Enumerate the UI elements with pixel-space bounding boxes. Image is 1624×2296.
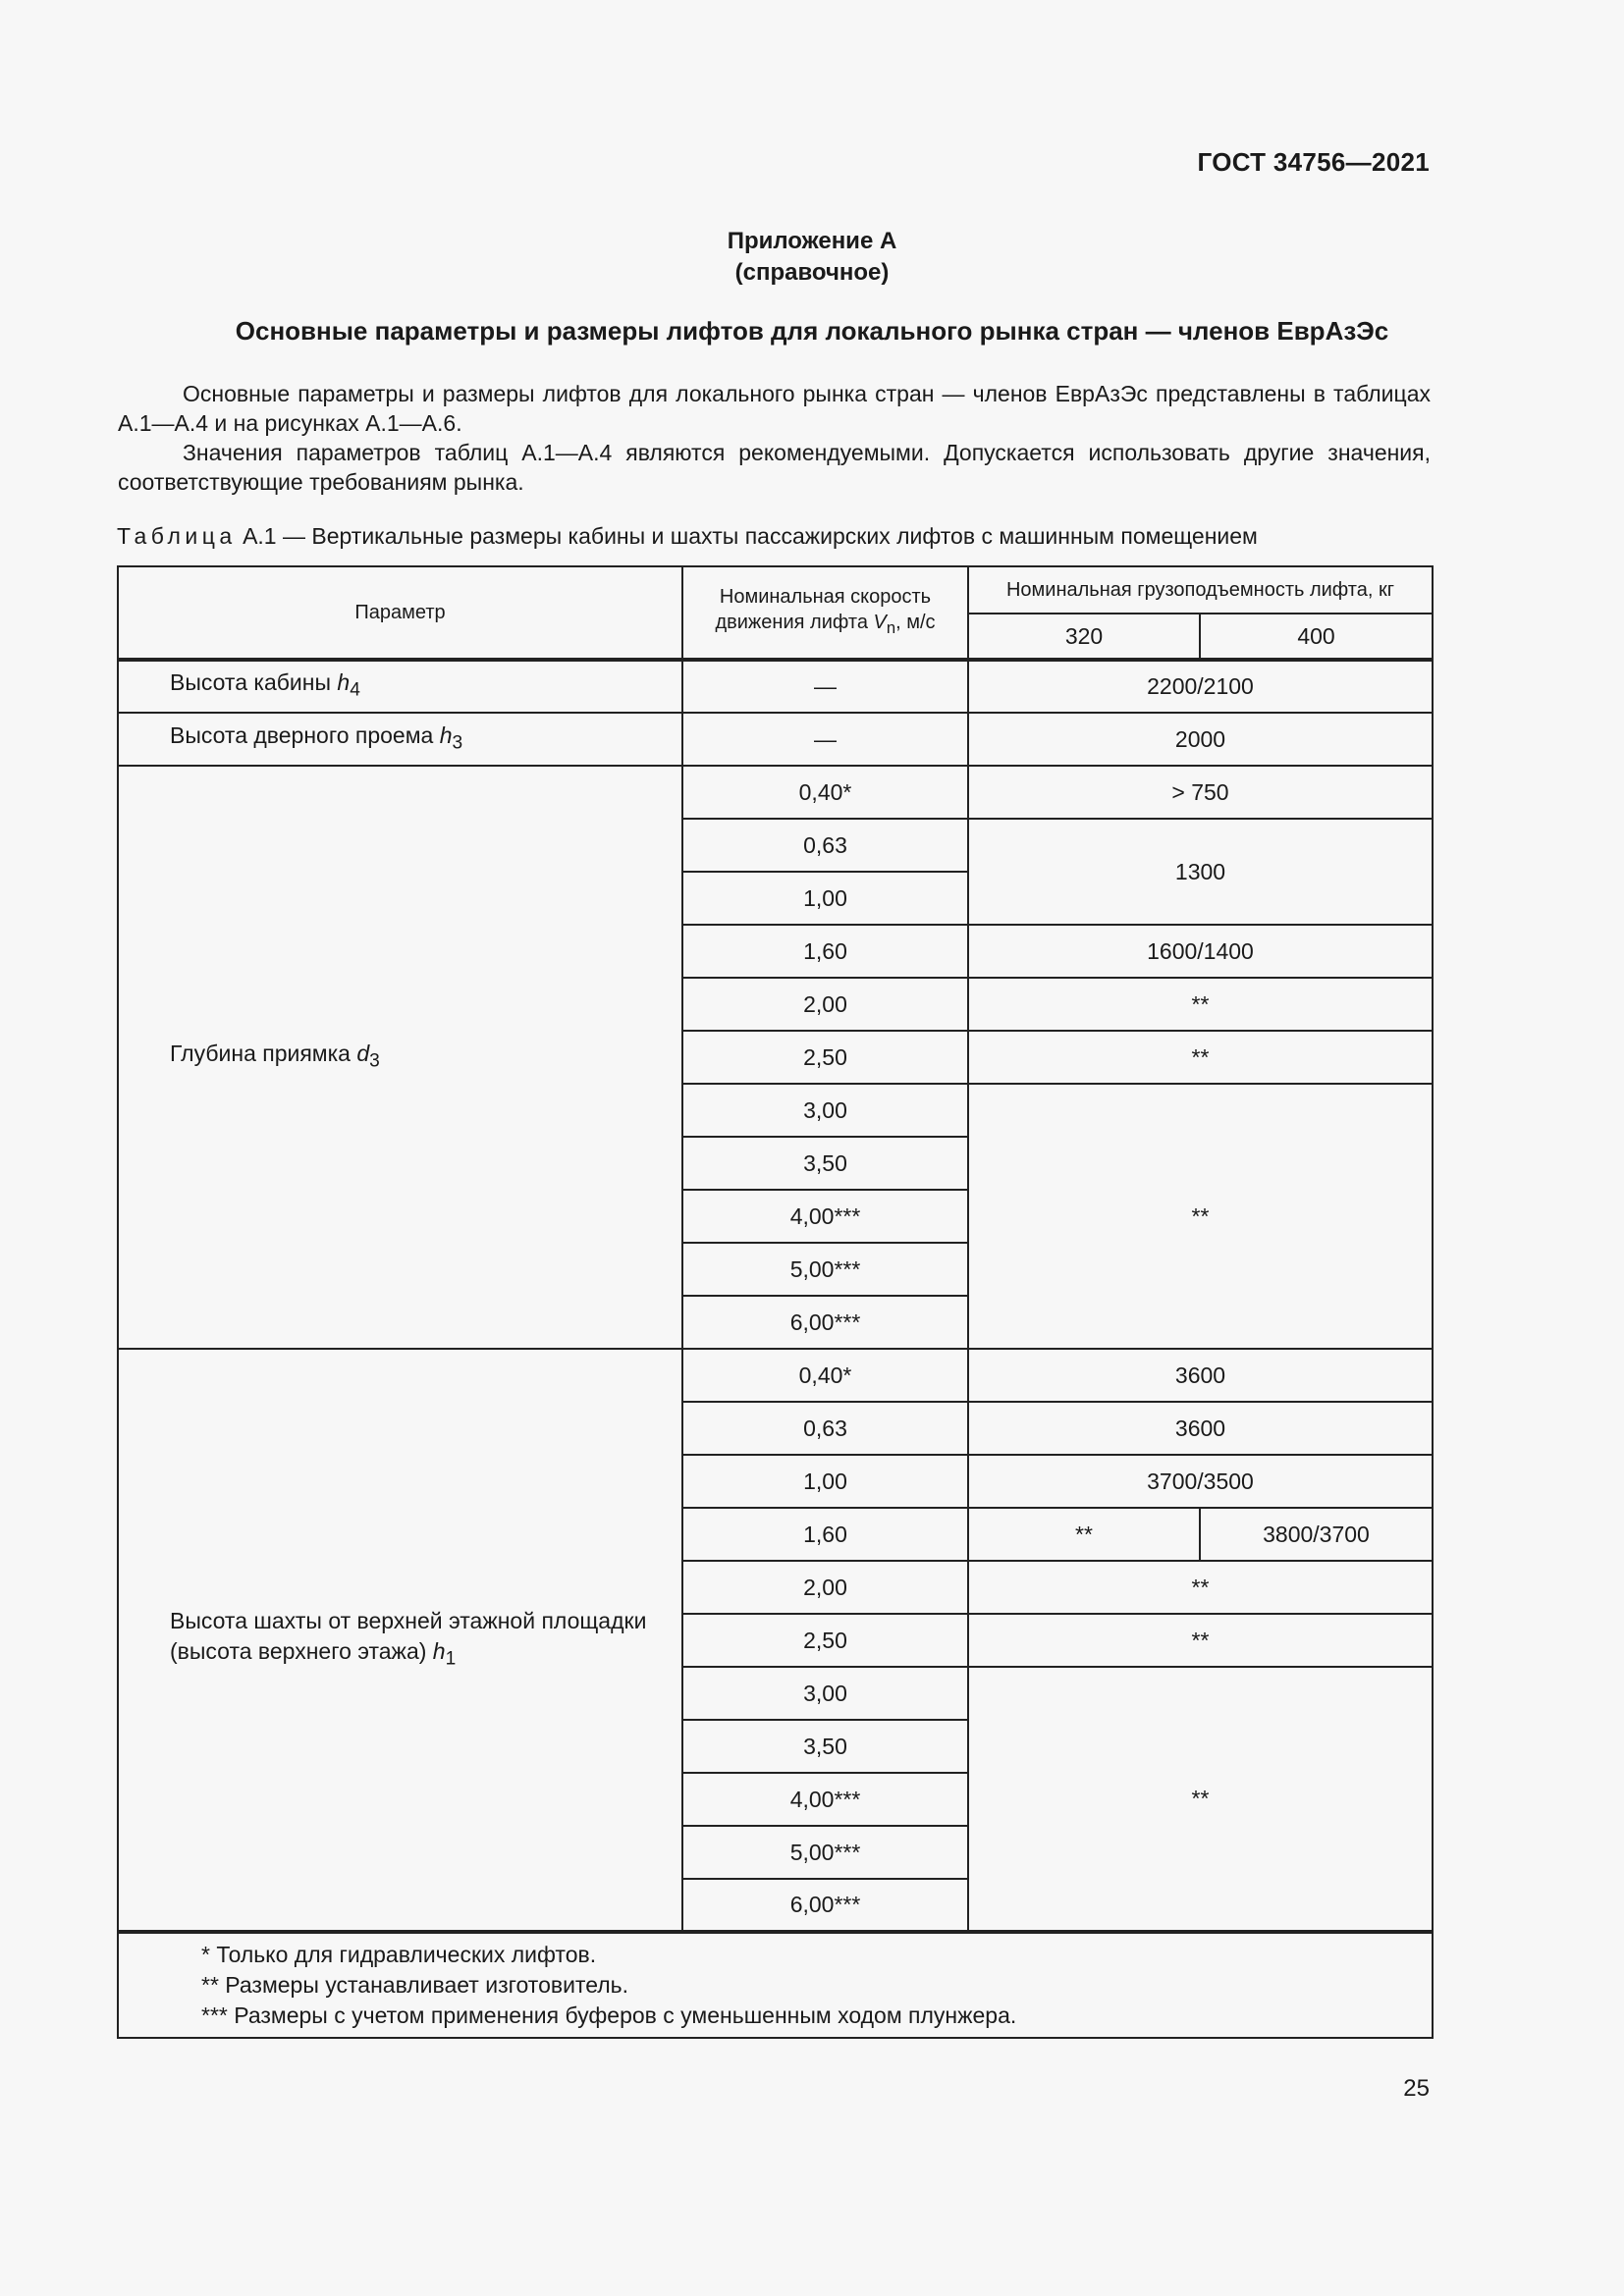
- section-title: Основные параметры и размеры лифтов для локального рынка стран — членов ЕврАзЭс: [235, 316, 1389, 346]
- parameters-table: [117, 565, 1434, 2039]
- row-label-pit-depth: [118, 766, 682, 1349]
- pit-speed: 6,00***: [682, 1296, 968, 1349]
- pit-speed: 4,00***: [682, 1190, 968, 1243]
- headroom-value: **: [968, 1561, 1433, 1614]
- headroom-value: 3600: [968, 1349, 1433, 1402]
- headroom-value-320: **: [968, 1508, 1200, 1561]
- intro-paragraph-2: Значения параметров таблиц А.1—А.4 являются рекомендуемыми. Допускается использовать другие значения, соответствующие требованиям рынка.: [118, 440, 1431, 495]
- headroom-speed: 6,00***: [682, 1879, 968, 1932]
- pit-depth-label: Глубина приямка: [170, 1040, 351, 1066]
- page-number: 25: [1403, 2075, 1430, 2102]
- headroom-speed: 0,63: [682, 1402, 968, 1455]
- header-speed: [682, 566, 968, 660]
- pit-speed: 1,60: [682, 925, 968, 978]
- footnote: ** Размеры устанавливает изготовитель.: [201, 1972, 629, 1998]
- intro-text: [118, 379, 1431, 497]
- pit-speed: 3,00: [682, 1084, 968, 1137]
- pit-speed: 2,00: [682, 978, 968, 1031]
- headroom-speed: 3,50: [682, 1720, 968, 1773]
- cabin-height-value: 2200/2100: [968, 660, 1433, 713]
- headroom-speed: 4,00***: [682, 1773, 968, 1826]
- headroom-speed: 5,00***: [682, 1826, 968, 1879]
- header-speed-unit: , м/с: [895, 612, 936, 633]
- appendix-heading: [0, 226, 1624, 289]
- appendix-subtitle: (справочное): [734, 259, 890, 286]
- row-label-door-height: [118, 713, 682, 766]
- header-capacity-320: 320: [968, 614, 1200, 660]
- headroom-symbol: h: [432, 1637, 446, 1664]
- headroom-speed: 3,00: [682, 1667, 968, 1720]
- pit-value: **: [968, 978, 1433, 1031]
- pit-speed: 3,50: [682, 1137, 968, 1190]
- table-footnotes: [118, 1932, 1433, 2038]
- headroom-speed: 1,00: [682, 1455, 968, 1508]
- header-speed-text: Номинальная скорость движения лифта: [715, 586, 932, 633]
- header-speed-symbol: V: [873, 612, 887, 633]
- headroom-label: Высота шахты от верхней этажной площадки (высота верхнего этажа): [170, 1607, 647, 1664]
- footnote: * Только для гидравлических лифтов.: [201, 1942, 597, 1967]
- cabin-height-label: Высота кабины: [170, 669, 331, 696]
- table-caption-label: Таблица: [117, 523, 237, 549]
- headroom-speed: 0,40*: [682, 1349, 968, 1402]
- header-capacity-400: 400: [1200, 614, 1433, 660]
- headroom-value: **: [968, 1614, 1433, 1667]
- header-capacity: Номинальная грузоподъемность лифта, кг: [968, 566, 1433, 614]
- footnote: *** Размеры с учетом применения буферов с уменьшенным ходом плунжера.: [201, 2002, 1017, 2028]
- pit-speed: 0,63: [682, 819, 968, 872]
- header-speed-sub: n: [886, 618, 896, 637]
- headroom-value: 3600: [968, 1402, 1433, 1455]
- row-label-cabin-height: [118, 660, 682, 713]
- cabin-height-speed: —: [682, 660, 968, 713]
- headroom-speed: 2,00: [682, 1561, 968, 1614]
- door-height-symbol: h: [439, 721, 453, 748]
- cabin-height-sub: 4: [350, 679, 360, 701]
- headroom-sub: 1: [445, 1648, 457, 1670]
- pit-speed: 0,40*: [682, 766, 968, 819]
- door-height-label: Высота дверного проема: [170, 721, 434, 748]
- pit-speed: 1,00: [682, 872, 968, 925]
- pit-speed: 2,50: [682, 1031, 968, 1084]
- headroom-speed: 2,50: [682, 1614, 968, 1667]
- intro-paragraph-1: Основные параметры и размеры лифтов для локального рынка стран — членов ЕврАзЭс представлены в таблицах А.1—А.4 и на рисунках А.1—А.6.: [118, 381, 1431, 436]
- door-height-value: 2000: [968, 713, 1433, 766]
- pit-value: **: [968, 1084, 1433, 1349]
- table-caption: [117, 523, 1258, 550]
- headroom-value: 3700/3500: [968, 1455, 1433, 1508]
- table-caption-text: А.1 — Вертикальные размеры кабины и шахты пассажирских лифтов с машинным помещением: [243, 523, 1258, 549]
- door-height-sub: 3: [452, 732, 463, 754]
- door-height-speed: —: [682, 713, 968, 766]
- headroom-value: **: [968, 1667, 1433, 1932]
- pit-value: 1600/1400: [968, 925, 1433, 978]
- pit-speed: 5,00***: [682, 1243, 968, 1296]
- appendix-title: Приложение А: [727, 228, 897, 254]
- pit-depth-symbol: d: [356, 1040, 370, 1066]
- pit-value: 1300: [968, 819, 1433, 925]
- row-label-headroom: [118, 1349, 682, 1932]
- cabin-height-symbol: h: [337, 669, 351, 696]
- pit-value: > 750: [968, 766, 1433, 819]
- standard-code: ГОСТ 34756—2021: [1197, 147, 1430, 177]
- pit-depth-sub: 3: [369, 1050, 380, 1072]
- headroom-value-400: 3800/3700: [1200, 1508, 1433, 1561]
- pit-value: **: [968, 1031, 1433, 1084]
- header-parameter: Параметр: [118, 566, 682, 660]
- headroom-speed: 1,60: [682, 1508, 968, 1561]
